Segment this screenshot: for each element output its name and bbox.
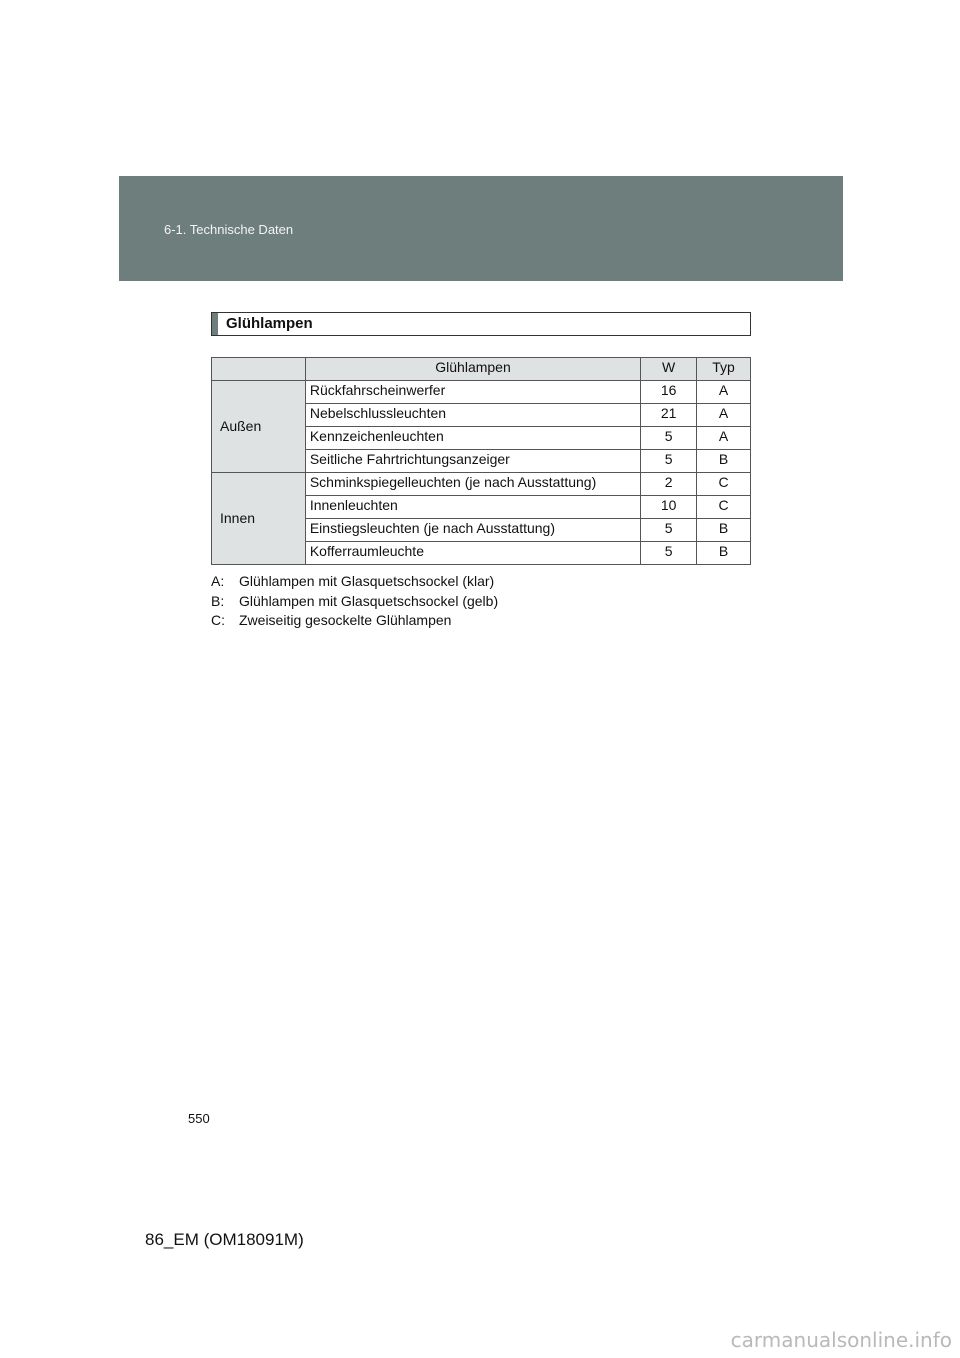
footnote-key: C: xyxy=(211,612,225,628)
bulb-type: C xyxy=(697,496,751,519)
bulb-watt: 5 xyxy=(641,542,697,565)
bulb-name: Kofferraumleuchte xyxy=(305,542,640,565)
bulb-type: B xyxy=(697,519,751,542)
footnote-text: Zweiseitig gesockelte Glühlampen xyxy=(239,612,452,628)
bulb-name: Innenleuchten xyxy=(305,496,640,519)
bulb-name: Rückfahrscheinwerfer xyxy=(305,381,640,404)
header-type: Typ xyxy=(697,358,751,381)
bulb-watt: 16 xyxy=(641,381,697,404)
document-id: 86_EM (OM18091M) xyxy=(145,1230,304,1249)
group-label: Innen xyxy=(212,473,306,565)
table-header-row xyxy=(212,358,751,381)
bulb-watt: 10 xyxy=(641,496,697,519)
chapter-header xyxy=(119,176,843,281)
footnotes xyxy=(211,572,498,631)
watermark: carmanualsonline.info xyxy=(730,1328,952,1352)
section-title: Glühlampen xyxy=(226,315,313,332)
bulb-name: Einstiegsleuchten (je nach Ausstattung) xyxy=(305,519,640,542)
footnote xyxy=(211,611,498,631)
footnote-key: A: xyxy=(211,573,225,589)
bulb-watt: 21 xyxy=(641,404,697,427)
bulb-type: B xyxy=(697,542,751,565)
group-label: Außen xyxy=(212,381,306,473)
section-label: 6-1. Technische Daten xyxy=(164,222,294,237)
bulb-name: Seitliche Fahrtrichtungsanzeiger xyxy=(305,450,640,473)
footnote xyxy=(211,572,498,592)
bulb-watt: 5 xyxy=(641,427,697,450)
footnote xyxy=(211,592,498,612)
bulb-name: Kennzeichenleuchten xyxy=(305,427,640,450)
header-watt: W xyxy=(641,358,697,381)
section-title-box xyxy=(211,312,751,336)
bulb-watt: 2 xyxy=(641,473,697,496)
bulb-name: Schminkspiegelleuchten (je nach Ausstattung) xyxy=(305,473,640,496)
header-bulbs: Glühlampen xyxy=(305,358,640,381)
bulb-type: A xyxy=(697,381,751,404)
footnote-key: B: xyxy=(211,592,225,609)
footnote-text: Glühlampen mit Glasquetschsockel (klar) xyxy=(239,573,495,589)
bulb-type: A xyxy=(697,427,751,450)
page-number: 550 xyxy=(188,1111,210,1126)
table-row xyxy=(212,381,751,404)
title-accent-bar xyxy=(212,313,218,335)
bulb-type: A xyxy=(697,404,751,427)
footnote-text: Glühlampen mit Glasquetschsockel (gelb) xyxy=(239,592,499,609)
header-empty xyxy=(212,358,306,381)
bulb-watt: 5 xyxy=(641,519,697,542)
bulb-name: Nebelschlussleuchten xyxy=(305,404,640,427)
bulb-type: C xyxy=(697,473,751,496)
bulb-type: B xyxy=(697,450,751,473)
bulb-watt: 5 xyxy=(641,450,697,473)
bulb-table xyxy=(211,357,751,565)
table-row xyxy=(212,473,751,496)
